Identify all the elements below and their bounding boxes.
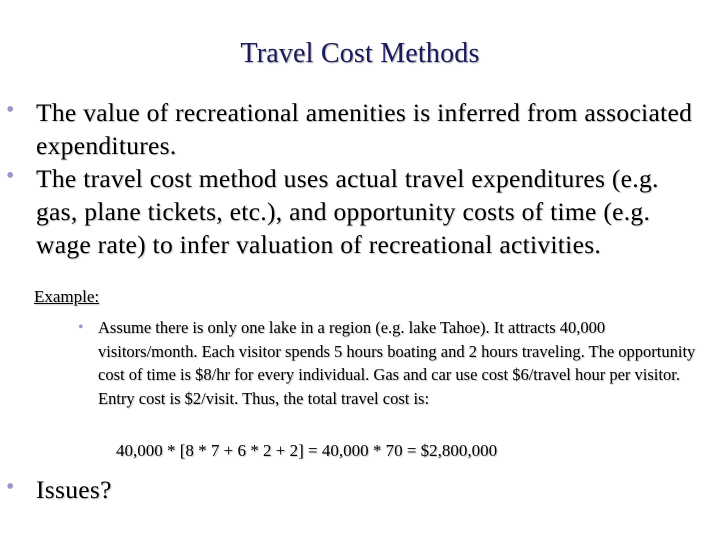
bullet-text: The value of recreational amenities is inferred from associated expenditures.: [36, 98, 693, 160]
bullet-text: Issues?: [36, 475, 112, 504]
cost-formula: 40,000 * [8 * 7 + 6 * 2 + 2] = 40,000 * 70 = $2,800,000: [116, 441, 498, 460]
bullet-item-1: [6, 96, 706, 162]
bullet-item-2: [6, 162, 706, 261]
example-sub-bullet: [78, 316, 706, 410]
bullet-icon: •: [6, 474, 15, 500]
sub-bullet-text: Assume there is only one lake in a region (e.g. lake Tahoe). It attracts 40,000 visitors/month. Each visitor spends 5 hours boating and 2 hours traveling. The opportunity cost of time is $8/hr for every individual. Gas and car use cost $6/travel hour per visitor. Entry cost is $2/visit. Thus, the total travel cost is:: [98, 318, 696, 408]
bullet-icon: •: [6, 163, 15, 189]
bullet-item-issues: [6, 473, 706, 506]
sub-bullet-item: [78, 316, 706, 410]
slide-title: Travel Cost Methods: [240, 38, 480, 69]
bullet-text: The travel cost method uses actual travel expenditures (e.g. gas, plane tickets, etc.), and opportunity costs of time (e.g. wage rate) to infer valuation of recreational activities.: [36, 164, 659, 259]
example-label: Example:: [34, 287, 100, 306]
bullet-list: [6, 96, 706, 261]
bullet-icon: •: [78, 319, 84, 336]
bullet-icon: •: [6, 97, 15, 123]
final-bullet: [6, 473, 706, 506]
